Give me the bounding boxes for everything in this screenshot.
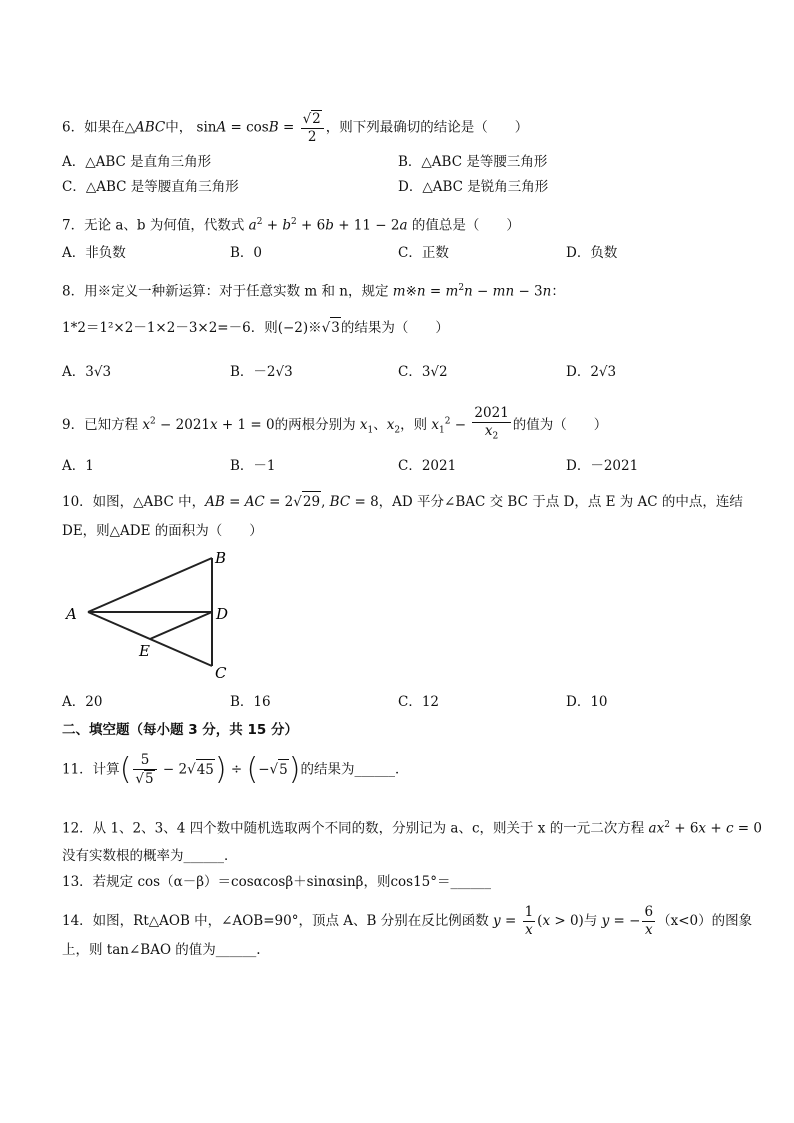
q10-triangle-figure (62, 548, 242, 688)
q9-option-d: D．－2021 (566, 458, 639, 474)
q12-stem-line2: 没有实数根的概率为______． (62, 848, 238, 864)
q7-stem: 7．无论 a、b 为何值，代数式 $a^2 + b^2 + 6b + 11 - 2a$ 的值总是（ ） (62, 217, 520, 234)
q8-stem-line2: 1*2＝1²×2－1×2－3×2=－6．则(−2)※√3的结果为（ ） (62, 317, 449, 338)
q7-option-d: D．负数 (566, 245, 618, 261)
q10-option-d: D．10 (566, 694, 608, 710)
q7-option-c: C．正数 (398, 245, 449, 261)
q9-option-c: C．2021 (398, 458, 457, 474)
q9-option-a: A．1 (62, 458, 94, 474)
q12-stem-line1: 12．从 1、2、3、4 四个数中随机选取两个不同的数，分别记为 a、c，则关于 x 的一元二次方程 $ax^2 + 6x + c = 0$ (62, 820, 762, 837)
segment-de (150, 612, 212, 639)
q11-stem: 11．计算( $\frac{5}{√5}$ − 2√45) ÷ (−√5)的结果为______． (62, 752, 409, 787)
q6-stem: 6．如果在△ABC中， sinA = cosB = $\frac{√2}{2}$ ，则下列最确切的结论是（ ） (62, 111, 529, 145)
q9-stem: 9．已知方程 $x^2 - 2021x + 1 = 0$的两根分别为 $x_1$、$x_2$，则 $x_1^2$ − $\frac{2021}{x_2}$ 的值为（ ） (62, 405, 608, 442)
q10-stem-line2: DE，则△ADE 的面积为（ ） (62, 523, 263, 539)
label-e: E (139, 642, 150, 660)
q13-stem: 13．若规定 cos（α－β）＝cosαcosβ＋sinαsinβ，则cos15°＝______ (62, 874, 492, 890)
label-d: D (216, 605, 229, 623)
q7-option-b: B．0 (230, 245, 263, 261)
q10-option-b: B．16 (230, 694, 271, 710)
q6-option-c: C．△ABC 是等腰直角三角形 (62, 179, 239, 195)
label-b: B (215, 549, 227, 567)
q10-stem-line1: 10．如图，△ABC 中，AB = AC = 2√29, BC = 8，AD 平分∠BAC 交 BC 于点 D，点 E 为 AC 的中点，连结 (62, 491, 743, 512)
q10-option-c: C．12 (398, 694, 440, 710)
section-heading: 二、填空题（每小题 3 分，共 15 分） (62, 722, 298, 738)
q6-option-a: A．△ABC 是直角三角形 (62, 154, 212, 170)
q8-stem-line1: 8．用※定义一种新运算：对于任意实数 m 和 n，规定 m※n = $m^2n$ − mn − 3n： (62, 283, 565, 300)
q9-option-b: B．－1 (230, 458, 276, 474)
q8-option-b: B．－2√3 (230, 364, 293, 380)
q8-option-a: A．3√3 (62, 364, 112, 380)
q10-option-a: A．20 (62, 694, 103, 710)
label-c: C (215, 664, 227, 682)
q14-stem-line2: 上，则 tan∠BAO 的值为______. (62, 942, 261, 958)
segment-ab (88, 558, 212, 612)
label-a: A (66, 605, 77, 623)
q7-option-a: A．非负数 (62, 245, 126, 261)
q14-stem-line1: 14．如图，Rt△AOB 中，∠AOB=90°，顶点 A、B 分别在反比例函数 y = $\frac{1}{x}$ (x > 0)与 y = − $\frac{6}{x}$ （x<0）的图象 (62, 904, 753, 938)
q8-option-c: C．3√2 (398, 364, 448, 380)
q6-option-b: B．△ABC 是等腰三角形 (398, 154, 548, 170)
q8-option-d: D．2√3 (566, 364, 617, 380)
q6-option-d: D．△ABC 是锐角三角形 (398, 179, 549, 195)
